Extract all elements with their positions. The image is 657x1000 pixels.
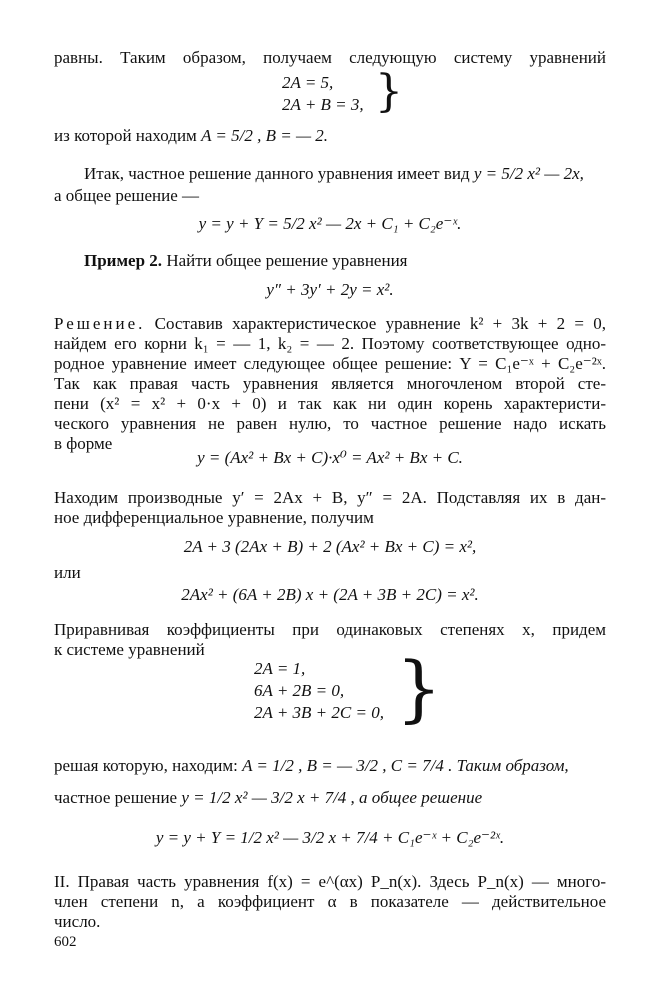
substitution-equation-2: 2Ax² + (6A + 2B) x + (2A + 3B + 2C) = x². xyxy=(181,585,479,604)
text-line-2-values: A = 5/2 , B = — 2. xyxy=(201,126,329,145)
text-line-1: равны. Таким образом, получаем следующую систему уравнений xyxy=(54,48,606,67)
particular-form-equation: y = (Ax² + Bx + C)·x⁰ = Ax² + Bx + C. xyxy=(197,448,463,467)
example-2-equation: y″ + 3y′ + 2y = x². xyxy=(266,280,394,299)
solution-heading: Решение. xyxy=(54,314,146,333)
text-p8: Находим производные y′ = 2Ax + B, y″ = 2A. Подставляя их в дан- xyxy=(54,488,606,507)
brace-icon: } xyxy=(396,646,442,730)
text-p14-lead: частное решение xyxy=(54,788,178,807)
brace-icon: } xyxy=(375,66,403,117)
text-p6: ческого уравнения не равен нулю, то частное решение надо искать xyxy=(54,414,606,433)
system-1-eq-2: 2A + B = 3, xyxy=(282,95,364,114)
example-2-task: Найти общее решение уравнения xyxy=(166,251,408,270)
text-p4: Так как правая часть уравнения является многочленом второй сте- xyxy=(54,374,606,393)
text-p12: к системе уравнений xyxy=(54,640,205,659)
text-p1 xyxy=(54,314,606,334)
text-p13-lead: решая которую, находим: xyxy=(54,756,238,775)
text-line-3-formula: y = 5/2 x² — 2x, xyxy=(473,164,584,183)
system-2 xyxy=(254,658,384,724)
text-p10: или xyxy=(54,563,81,582)
substitution-equation-1: 2A + 3 (2Ax + B) + 2 (Ax² + Bx + C) = x², xyxy=(183,537,477,556)
general-solution-2: y = y + Y = 1/2 x² — 3/2 x + 7/4 + C₁e⁻ˣ + C₂e⁻²ˣ. xyxy=(155,828,505,847)
text-line-2 xyxy=(54,126,328,146)
text-line-2-lead: из которой находим xyxy=(54,126,197,145)
text-p2: найдем его корни k₁ = — 1, k₂ = — 2. Поэтому соответствующее одно- xyxy=(54,334,606,353)
example-2-line xyxy=(84,251,408,271)
text-line-3 xyxy=(84,164,584,184)
text-p1-body: Составив характеристическое уравнение k² + 3k + 2 = 0, xyxy=(154,314,606,333)
text-p7: в форме xyxy=(54,434,113,453)
text-p17: число. xyxy=(54,912,101,931)
text-p13 xyxy=(54,756,569,776)
text-p3: родное уравнение имеет следующее общее решение: Y = C₁e⁻ˣ + C₂e⁻²ˣ. xyxy=(54,354,606,373)
text-line-4: а общее решение — xyxy=(54,186,200,205)
general-solution-1: y = y + Y = 5/2 x² — 2x + C₁ + C₂e⁻ˣ. xyxy=(198,214,462,233)
page-number: 602 xyxy=(54,934,77,950)
system-2-eq-2: 6A + 2B = 0, xyxy=(254,681,345,700)
example-2-heading: Пример 2. xyxy=(84,251,163,270)
text-p14 xyxy=(54,788,482,808)
text-p15: II. Правая часть уравнения f(x) = e^(αx) P_n(x). Здесь P_n(x) — много- xyxy=(54,872,606,891)
text-p5: пени (x² = x² + 0·x + 0) и так как ни один корень характеристи- xyxy=(54,394,606,413)
text-p11: Приравнивая коэффициенты при одинаковых степенях x, придем xyxy=(54,620,606,639)
text-p16: член степени n, а коэффициент α в показателе — действительное xyxy=(54,892,606,911)
text-p13-values: A = 1/2 , B = — 3/2 , C = 7/4 . Таким образом, xyxy=(242,756,569,775)
text-line-3-lead: Итак, частное решение данного уравнения имеет вид xyxy=(84,164,470,183)
text-p14-formula: y = 1/2 x² — 3/2 x + 7/4 , а общее решение xyxy=(181,788,483,807)
text-p9: ное дифференциальное уравнение, получим xyxy=(54,508,374,527)
system-1-eq-1: 2A = 5, xyxy=(282,73,334,92)
system-2-eq-1: 2A = 1, xyxy=(254,659,306,678)
system-1 xyxy=(282,72,364,116)
system-2-eq-3: 2A + 3B + 2C = 0, xyxy=(254,703,384,722)
